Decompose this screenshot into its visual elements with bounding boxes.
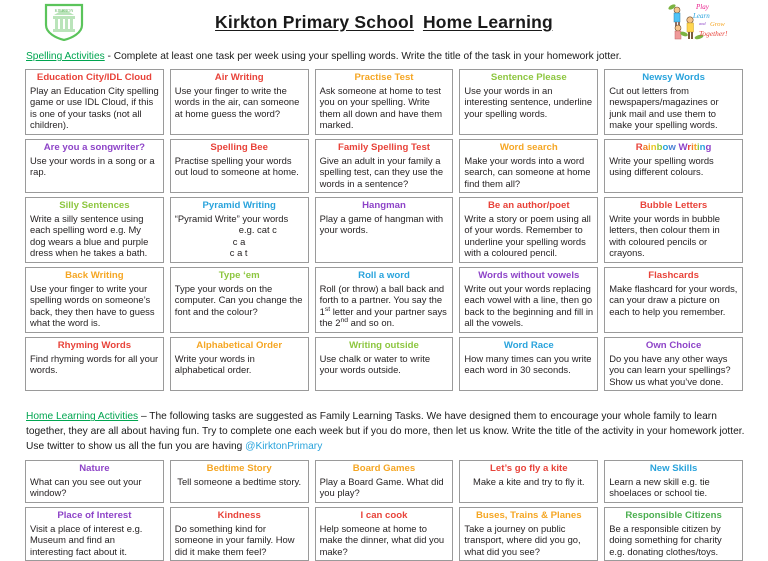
activity-card bbox=[25, 69, 164, 135]
activity-card-body: Write your spelling words using different colours. bbox=[609, 154, 714, 178]
activity-card-body: Play a game of hangman with your words. bbox=[319, 213, 444, 236]
activity-card-body: How many times can you write each word in 30 seconds. bbox=[464, 352, 592, 376]
activity-card bbox=[25, 507, 164, 561]
activity-card-body bbox=[175, 213, 304, 259]
activity-card-title: Silly Sentences bbox=[59, 200, 130, 212]
activity-card-title: Are you a songwriter? bbox=[43, 141, 146, 153]
activity-card bbox=[25, 460, 164, 503]
activity-card-body: Use your words in a song or a rap. bbox=[30, 154, 155, 178]
activity-card-title: Word Race bbox=[503, 339, 554, 351]
activity-card-title: Alphabetical Order bbox=[196, 339, 283, 351]
svg-text:Learn: Learn bbox=[693, 12, 710, 20]
pyramid-line: c a bbox=[232, 235, 246, 247]
activity-card bbox=[459, 197, 598, 263]
activity-card-body: Roll (or throw) a ball back and forth to a partner. You say the 1st letter and your partner says the 2nd and so on. bbox=[319, 282, 447, 329]
page-title bbox=[22, 0, 746, 33]
activity-card-title: Practise Test bbox=[354, 71, 414, 83]
activity-card-body: Make flashcard for your words, can your draw a picture on each to help you remember. bbox=[609, 282, 738, 317]
activity-card bbox=[459, 69, 598, 135]
activity-card bbox=[315, 460, 454, 503]
activity-card-title: Pyramid Writing bbox=[202, 200, 276, 212]
activity-card-title: Rhyming Words bbox=[57, 339, 132, 351]
activity-card-body: Write your words in alphabetical order. bbox=[174, 352, 255, 376]
spelling-activities-grid bbox=[25, 69, 743, 392]
activity-card-body: Use your words in an interesting sentence, underline your spelling words. bbox=[464, 84, 593, 119]
home-learning-intro-text: – The following tasks are suggested as Family Learning Tasks. We have designed them to encourage your whole family to learn together, they are all about having fun. Try to complete one each week but if you do more, then let us know. Write the title of the activity in your homework jotter. Use twitter to show us all the fun you are having bbox=[26, 411, 745, 452]
activity-card bbox=[25, 139, 164, 193]
activity-card-body: Use chalk or water to write your words outside. bbox=[319, 352, 431, 376]
activity-card-title: Writing outside bbox=[349, 339, 419, 351]
activity-card bbox=[459, 507, 598, 561]
activity-card-body: Tell someone a bedtime story. bbox=[177, 475, 302, 487]
activity-card bbox=[604, 267, 743, 333]
activity-card-body: Find rhyming words for all your words. bbox=[30, 352, 159, 376]
activity-card bbox=[170, 507, 309, 561]
activity-card bbox=[315, 69, 454, 135]
activity-card bbox=[170, 197, 309, 263]
page-title-school: Kirkton Primary School bbox=[215, 12, 414, 32]
activity-card bbox=[315, 139, 454, 193]
activity-card bbox=[170, 460, 309, 503]
activity-card-title: Own Choice bbox=[645, 339, 702, 351]
activity-card bbox=[459, 139, 598, 193]
spelling-activities-intro bbox=[26, 50, 746, 64]
activity-card-title: New Skills bbox=[649, 462, 698, 474]
twitter-handle[interactable]: @KirktonPrimary bbox=[245, 440, 323, 452]
activity-card-body: Play a Board Game. What did you play? bbox=[319, 475, 444, 499]
svg-text:Grow: Grow bbox=[710, 21, 725, 28]
activity-card-title: Roll a word bbox=[358, 269, 410, 281]
activity-card-body: Do you have any other ways you can learn your spellings? Show us what you’ve done. bbox=[609, 352, 731, 387]
activity-card bbox=[604, 69, 743, 135]
activity-card bbox=[315, 197, 454, 263]
activity-card bbox=[170, 267, 309, 333]
home-learning-activities-grid bbox=[25, 460, 743, 561]
activity-card-body: Write a story or poem using all of your words. Remember to underline your spelling words with a coloured pencil. bbox=[464, 213, 591, 259]
activity-card bbox=[604, 337, 743, 391]
activity-card bbox=[315, 337, 454, 391]
activity-card bbox=[459, 267, 598, 333]
activity-card bbox=[604, 139, 743, 193]
activity-card-body: Play an Education City spelling game or use IDL Cloud, if this is one of your tasks (not all children). bbox=[30, 84, 159, 131]
activity-card-title: Back Writing bbox=[65, 269, 124, 281]
activity-card bbox=[459, 337, 598, 391]
activity-card-title: Sentence Please bbox=[490, 71, 567, 83]
svg-text:Together!: Together! bbox=[699, 29, 728, 38]
activity-card-body: Visit a place of interest e.g. Museum and find an interesting fact about it. bbox=[30, 522, 143, 557]
activity-card bbox=[25, 197, 164, 263]
pyramid-line: c a t bbox=[229, 247, 248, 259]
activity-card-title: Place of Interest bbox=[57, 509, 132, 521]
activity-card-body: Give an adult in your family a spelling test, can they use the words in a sentence? bbox=[319, 154, 444, 189]
activity-card bbox=[315, 267, 454, 333]
activity-card-title: Bedtime Story bbox=[206, 462, 272, 474]
activity-card-body: What can you see out your window? bbox=[30, 475, 142, 499]
activity-card-title: Responsible Citizens bbox=[625, 509, 722, 521]
activity-card-title: Nature bbox=[79, 462, 110, 474]
activity-card-body: Write your words in bubble letters, then colour them in with coloured pencils or crayons. bbox=[609, 213, 721, 259]
home-learning-activities-link[interactable]: Home Learning Activities bbox=[26, 411, 139, 423]
activity-card-body: Use your finger to write the words in the air, can someone at home guess the word? bbox=[174, 84, 300, 119]
activity-card bbox=[25, 267, 164, 333]
activity-card bbox=[604, 460, 743, 503]
activity-card-title: Let’s go fly a kite bbox=[490, 462, 568, 474]
activity-card-title: Board Games bbox=[352, 462, 416, 474]
document-header bbox=[22, 0, 746, 44]
pyramid-line: e.g. cat c bbox=[238, 224, 277, 236]
activity-card-title: Newsy Words bbox=[642, 71, 705, 83]
activity-card-body: Take a journey on public transport, where did you go, what did you see? bbox=[464, 522, 581, 557]
activity-card-title: Words without vowels bbox=[478, 269, 580, 281]
activity-card-title: Rainbow Writing bbox=[635, 141, 712, 153]
activity-card-title: Be an author/poet bbox=[488, 200, 570, 212]
activity-card-body: Use your finger to write your spelling words on someone’s back, they then have to guess what the word is. bbox=[30, 282, 155, 329]
activity-card-title: Family Spelling Test bbox=[337, 141, 431, 153]
activity-card-body: Cut out letters from newspapers/magazines or junk mail and use them to make your spelling words. bbox=[609, 84, 719, 131]
svg-text:and: and bbox=[699, 21, 706, 26]
activity-card-title: I can cook bbox=[360, 509, 408, 521]
activity-card-title: Kindness bbox=[217, 509, 261, 521]
activity-card-body: Type your words on the computer. Can you change the font and the colour? bbox=[174, 282, 303, 317]
activity-card bbox=[315, 507, 454, 561]
activity-card bbox=[170, 139, 309, 193]
activity-card bbox=[604, 507, 743, 561]
activity-card-title: Word search bbox=[499, 141, 558, 153]
activity-card-body: Make your words into a word search, can someone at home find them all? bbox=[464, 154, 591, 189]
play-learn-grow-together-logo bbox=[666, 1, 738, 43]
activity-card-title: Spelling Bee bbox=[210, 141, 268, 153]
activity-card-title: Hangman bbox=[362, 200, 406, 212]
svg-text:KIRKTON: KIRKTON bbox=[54, 8, 74, 13]
svg-text:Play: Play bbox=[696, 3, 709, 11]
activity-card bbox=[459, 460, 598, 503]
activity-card-title: Bubble Letters bbox=[640, 200, 708, 212]
activity-card-title: Air Writing bbox=[214, 71, 264, 83]
home-learning-activities-intro bbox=[26, 410, 746, 454]
activity-card bbox=[170, 337, 309, 391]
activity-card-title: Education City/IDL Cloud bbox=[36, 71, 152, 83]
activity-card-body: Practise spelling your words out loud to someone at home. bbox=[174, 154, 299, 178]
activity-card-body: Help someone at home to make the dinner, what did you make? bbox=[319, 522, 445, 557]
spelling-activities-link[interactable]: Spelling Activities bbox=[26, 51, 105, 62]
activity-card bbox=[604, 197, 743, 263]
school-crest-icon bbox=[42, 3, 86, 41]
page-title-section: Home Learning bbox=[422, 12, 553, 32]
activity-card bbox=[25, 337, 164, 391]
activity-card bbox=[170, 69, 309, 135]
activity-card-title: Flashcards bbox=[648, 269, 699, 281]
pyramid-line: “Pyramid Write” your words bbox=[174, 213, 289, 224]
spelling-activities-intro-text: - Complete at least one task per week using your spelling words. Write the title of the task in your homework jotter. bbox=[104, 51, 622, 62]
activity-card-title: Type ‘em bbox=[218, 269, 260, 281]
activity-card-body: Ask someone at home to test you on your spelling. Write them all down and have them marked. bbox=[319, 84, 443, 131]
activity-card-body: Be a responsible citizen by doing something for charity e.g. donating clothes/toys. bbox=[609, 522, 722, 557]
activity-card-body: Make a kite and try to fly it. bbox=[473, 475, 585, 487]
activity-card-body: Do something kind for someone in your family. How did it make them feel? bbox=[174, 522, 295, 557]
activity-card-title: Buses, Trains & Planes bbox=[476, 509, 582, 521]
activity-card-body: Write a silly sentence using each spelling word e.g. My dog wears a blue and purple dress when he takes a bath. bbox=[30, 213, 149, 259]
activity-card-body: Learn a new skill e.g. tie shoelaces or school tie. bbox=[609, 475, 710, 499]
activity-card-body: Write out your words replacing each vowel with a line, then go back to the beginning and fill in all the vowels. bbox=[464, 282, 594, 329]
